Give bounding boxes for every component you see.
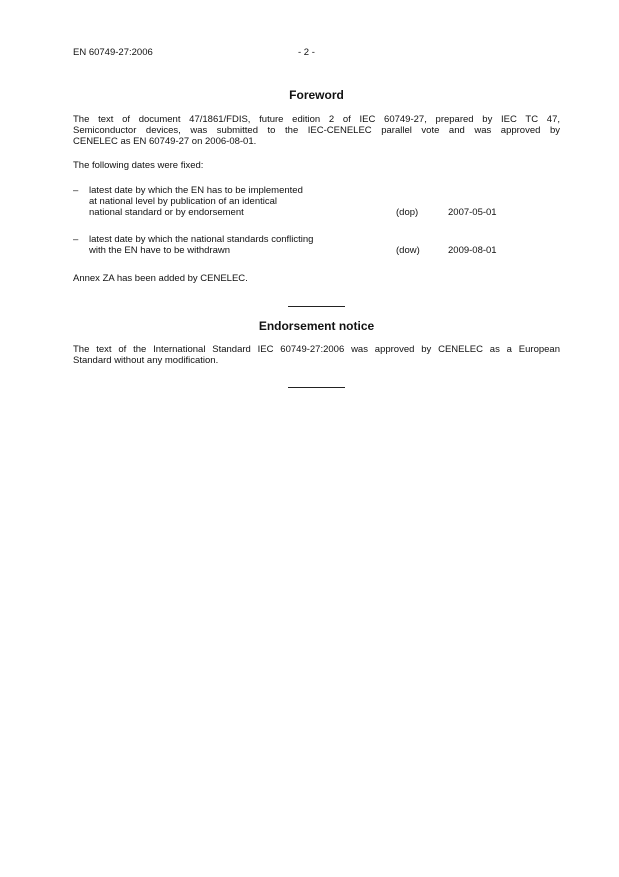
date-item-line: national standard or by endorsement [89, 207, 244, 218]
header-doc-id: EN 60749-27:2006 [73, 47, 153, 58]
date-item-dow-text [89, 234, 389, 256]
section-divider [288, 306, 345, 307]
annex-note: Annex ZA has been added by CENELEC. [73, 273, 248, 284]
date-item-dow-date: 2009-08-01 [448, 245, 497, 256]
date-item-dop-abbr: (dop) [396, 207, 419, 218]
date-item-line: with the EN have to be withdrawn [89, 245, 230, 256]
date-item-dow-abbr: (dow) [396, 245, 420, 256]
date-item-line: latest date by which the EN has to be implemented [89, 185, 303, 196]
foreword-intro-line: CENELEC as EN 60749-27 on 2006-08-01. [73, 136, 257, 147]
endorsement-title: Endorsement notice [258, 319, 375, 333]
section-divider [288, 387, 345, 388]
dates-intro: The following dates were fixed: [73, 160, 204, 171]
list-dash: – [73, 185, 79, 196]
list-dash: – [73, 234, 79, 245]
date-item-dop-date: 2007-05-01 [448, 207, 497, 218]
foreword-intro-line: Semiconductor devices, was submitted to the IEC-CENELEC parallel vote and was approved by [73, 125, 560, 136]
endorsement-paragraph [73, 344, 560, 366]
endorsement-line: Standard without any modification. [73, 355, 219, 366]
date-item-line: latest date by which the national standards conflicting [89, 234, 314, 245]
foreword-intro-line: The text of document 47/1861/FDIS, future edition 2 of IEC 60749-27, prepared by IEC TC 47, [73, 114, 560, 125]
foreword-title: Foreword [289, 88, 344, 102]
date-item-dop-text [89, 185, 389, 218]
header-page-number: - 2 - [298, 47, 315, 58]
endorsement-line: The text of the International Standard IEC 60749-27:2006 was approved by CENELEC as a European [73, 344, 560, 355]
foreword-intro-paragraph [73, 114, 560, 147]
date-item-line: at national level by publication of an identical [89, 196, 278, 207]
